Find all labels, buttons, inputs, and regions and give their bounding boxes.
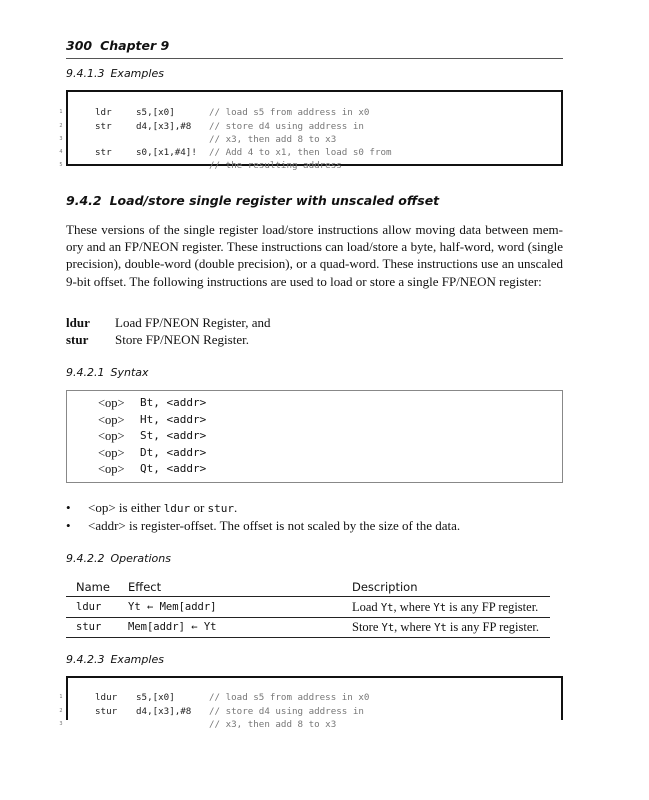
syntax-op: <op> (98, 429, 125, 443)
heading-9-4-2-1 (66, 366, 149, 379)
inline-code: Yt (380, 602, 394, 614)
bullet-text-part: or (190, 500, 208, 515)
code-comment: // x3, then add 8 to x3 (209, 134, 337, 145)
cell-name: ldur (76, 601, 102, 613)
code-comment: // the resulting address (209, 160, 342, 171)
section-heading-9-4-2 (66, 193, 439, 208)
code-comment: // load s5 from address in x0 (209, 107, 370, 118)
heading-title: Examples (110, 67, 164, 80)
syntax-operands: St, <addr> (140, 429, 207, 442)
cell-description (352, 597, 538, 618)
heading-9-4-2-3 (66, 653, 164, 666)
instruction-desc: Store FP/NEON Register. (115, 332, 249, 347)
inline-code: ldur (163, 502, 191, 515)
code-args: d4,[x3],#8 (136, 121, 192, 132)
syntax-op: <op> (98, 462, 125, 476)
line-number: 2 (59, 708, 63, 714)
syntax-line (98, 428, 207, 445)
heading-title: Load/store single register with unscaled offset (109, 193, 440, 208)
column-header-description: Description (352, 580, 418, 594)
instruction-term: ldur (66, 315, 90, 330)
cell-effect: Yt ← Mem[addr] (128, 601, 217, 613)
syntax-notes (66, 499, 563, 535)
code-comment: // x3, then add 8 to x3 (209, 719, 337, 730)
code-args: s5,[x0] (136, 692, 175, 703)
line-number: 3 (59, 136, 63, 142)
code-op: stur (95, 706, 118, 717)
table-header-row (66, 577, 550, 597)
syntax-op: <op> (98, 413, 125, 427)
syntax-op: <op> (98, 446, 125, 460)
desc-part: is any FP register. (446, 600, 539, 614)
bullet-text-part: . (234, 500, 238, 515)
bullet-text-part: <op> is either (88, 500, 164, 515)
bullet-text: <addr> is register-offset. The offset is not scaled by the size of the data. (88, 518, 461, 533)
heading-9-4-1-3 (66, 67, 164, 80)
cell-name: stur (76, 621, 102, 633)
syntax-box (66, 390, 563, 483)
syntax-operands: Qt, <addr> (140, 462, 207, 475)
code-comment: // load s5 from address in x0 (209, 692, 370, 703)
code-args: s0,[x1,#4]! (136, 147, 197, 158)
code-line (0, 93, 370, 118)
instruction-term: stur (66, 332, 89, 347)
desc-part: , where (394, 620, 435, 634)
line-number: 2 (59, 123, 63, 129)
bullet-text (88, 499, 237, 518)
intro-paragraph: These versions of the single register load/store instructions allow moving data between mem-ory and an FP/NEON register. These instructions can load/store a byte, half-word, word (single precision), double-word (double precision), or a quad-word. These instructions use an unscaled 9-bit offset. The following instructions are used to load or store a single FP/NEON register: (66, 222, 563, 289)
line-number: 5 (59, 162, 63, 168)
code-op: ldur (95, 692, 118, 703)
code-args: s5,[x0] (136, 107, 175, 118)
desc-part: is any FP register. (446, 620, 539, 634)
syntax-operands: Dt, <addr> (140, 446, 207, 459)
line-number: 4 (59, 149, 63, 155)
chapter-label: Chapter 9 (100, 38, 170, 53)
table-rule (66, 637, 550, 638)
instruction-item (66, 331, 366, 348)
syntax-line (98, 412, 207, 429)
syntax-operands: Ht, <addr> (140, 413, 207, 426)
desc-part: Load (352, 600, 381, 614)
code-comment: // store d4 using address in (209, 706, 364, 717)
instruction-item (66, 314, 366, 331)
cell-effect: Mem[addr] ← Yt (128, 621, 217, 633)
code-op: ldr (95, 107, 112, 118)
code-op: str (95, 147, 112, 158)
line-number: 3 (59, 721, 63, 727)
heading-title: Syntax (110, 366, 149, 379)
heading-title: Operations (110, 552, 171, 565)
page-number: 300 (66, 38, 93, 53)
column-header-effect: Effect (128, 580, 162, 594)
inline-code: Yt (381, 622, 395, 634)
bullet-dot: • (66, 500, 71, 515)
cell-description (352, 617, 539, 638)
syntax-op: <op> (98, 396, 125, 410)
code-op: str (95, 121, 112, 132)
instruction-list (66, 314, 366, 348)
table-row (66, 597, 550, 617)
column-header-name: Name (76, 580, 110, 594)
syntax-line (98, 461, 207, 478)
running-header (66, 38, 563, 54)
code-comment: // Add 4 to x1, then load s0 from (209, 147, 392, 158)
instruction-desc: Load FP/NEON Register, and (115, 315, 271, 330)
heading-number: 9.4.1.3 (66, 67, 105, 80)
code-args: d4,[x3],#8 (136, 706, 192, 717)
syntax-line (98, 395, 207, 412)
heading-number: 9.4.2 (66, 193, 102, 208)
bullet-dot: • (66, 518, 71, 533)
inline-code: stur (207, 502, 235, 515)
bullet-item (66, 499, 563, 517)
line-number: 1 (59, 109, 63, 115)
header-rule (66, 58, 563, 59)
code-line (0, 678, 370, 703)
operations-table (66, 577, 563, 637)
heading-title: Examples (110, 653, 164, 666)
syntax-line (98, 445, 207, 462)
code-comment: // store d4 using address in (209, 121, 364, 132)
syntax-operands: Bt, <addr> (140, 396, 207, 409)
heading-number: 9.4.2.3 (66, 653, 105, 666)
inline-code: Yt (433, 602, 447, 614)
bullet-item (66, 517, 563, 535)
line-number: 1 (59, 694, 63, 700)
inline-code: Yt (434, 622, 447, 634)
heading-9-4-2-2 (66, 552, 171, 565)
desc-part: , where (393, 600, 434, 614)
table-row (66, 617, 550, 637)
heading-number: 9.4.2.2 (66, 552, 105, 565)
desc-part: Store (352, 620, 382, 634)
heading-number: 9.4.2.1 (66, 366, 105, 379)
